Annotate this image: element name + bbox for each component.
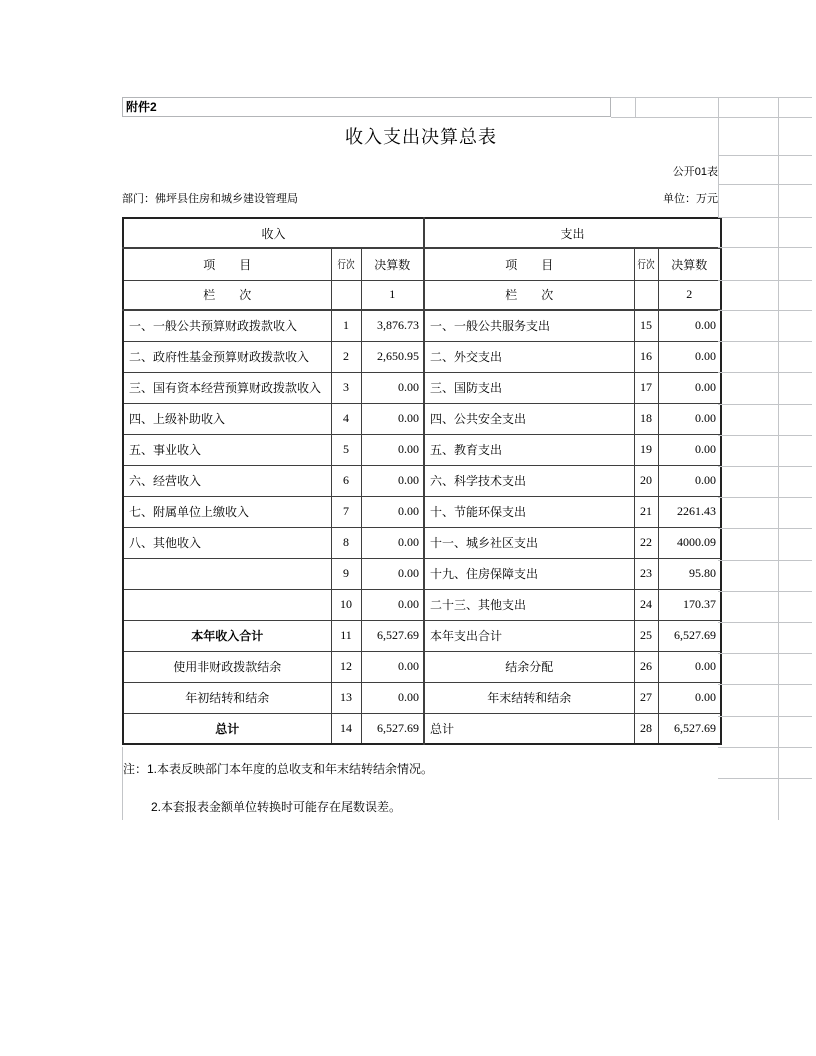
expense-item-cell: 四、公共安全支出 xyxy=(424,403,634,434)
income-line-cell: 7 xyxy=(331,496,361,527)
expense-item-cell: 五、教育支出 xyxy=(424,434,634,465)
line-no-label: 行次 xyxy=(637,259,655,272)
income-amount-cell: 0.00 xyxy=(361,527,424,558)
line-no-label: 行次 xyxy=(337,259,355,272)
income-amount-cell: 2,650.95 xyxy=(361,341,424,372)
gridline xyxy=(718,497,812,498)
expense-amount-cell: 2261.43 xyxy=(658,496,721,527)
income-amount-header: 决算数 xyxy=(361,248,424,280)
income-line-cell: 14 xyxy=(331,713,361,744)
gridline xyxy=(718,653,812,654)
income-item-cell: 二、政府性基金预算财政拨款收入 xyxy=(123,341,331,372)
income-amount-cell: 0.00 xyxy=(361,496,424,527)
column-header-row xyxy=(123,248,721,280)
gridline xyxy=(611,97,812,98)
expense-amount-cell: 0.00 xyxy=(658,372,721,403)
income-item-cell: 总计 xyxy=(123,713,331,744)
table-row xyxy=(123,465,721,496)
expense-line-cell: 23 xyxy=(634,558,658,589)
page-title: 收入支出决算总表 xyxy=(345,127,497,147)
income-amount-cell: 0.00 xyxy=(361,589,424,620)
table-row xyxy=(123,558,721,589)
income-item-cell: 三、国有资本经营预算财政拨款收入 xyxy=(123,372,331,403)
income-amount-cell: 6,527.69 xyxy=(361,713,424,744)
gridline xyxy=(122,747,123,820)
expense-amount-header: 决算数 xyxy=(658,248,721,280)
expense-item-cell: 十九、住房保障支出 xyxy=(424,558,634,589)
gridline xyxy=(718,622,812,623)
gridline xyxy=(718,404,812,405)
gridline xyxy=(718,155,812,156)
expense-item-cell: 本年支出合计 xyxy=(424,620,634,651)
income-amount-cell: 0.00 xyxy=(361,434,424,465)
income-amount-cell: 6,527.69 xyxy=(361,620,424,651)
income-item-cell: 六、经营收入 xyxy=(123,465,331,496)
gridline xyxy=(718,280,812,281)
expense-item-cell: 三、国防支出 xyxy=(424,372,634,403)
income-index-blank xyxy=(331,280,361,310)
expense-item-cell: 六、科学技术支出 xyxy=(424,465,634,496)
table-row xyxy=(123,434,721,465)
expense-index-blank xyxy=(634,280,658,310)
expense-amount-cell: 170.37 xyxy=(658,589,721,620)
income-section-header: 收入 xyxy=(123,218,424,248)
expense-item-cell: 年末结转和结余 xyxy=(424,682,634,713)
gridline xyxy=(718,466,812,467)
expense-line-cell: 24 xyxy=(634,589,658,620)
expense-line-cell: 25 xyxy=(634,620,658,651)
expense-col-index: 2 xyxy=(658,280,721,310)
expense-line-cell: 16 xyxy=(634,341,658,372)
income-item-cell: 八、其他收入 xyxy=(123,527,331,558)
table-row xyxy=(123,651,721,682)
expense-section-header: 支出 xyxy=(424,218,721,248)
expense-line-cell: 22 xyxy=(634,527,658,558)
income-line-header xyxy=(331,248,361,280)
income-item-cell: 一、一般公共预算财政拨款收入 xyxy=(123,310,331,341)
income-item-cell: 四、上级补助收入 xyxy=(123,403,331,434)
gridline xyxy=(718,747,812,748)
accounts-table xyxy=(122,217,722,745)
table-row xyxy=(123,372,721,403)
gridline xyxy=(718,435,812,436)
income-line-cell: 9 xyxy=(331,558,361,589)
expense-item-cell: 一、一般公共服务支出 xyxy=(424,310,634,341)
income-col-index: 1 xyxy=(361,280,424,310)
expense-item-cell: 二、外交支出 xyxy=(424,341,634,372)
income-item-cell: 七、附属单位上缴收入 xyxy=(123,496,331,527)
department-label: 部门：佛坪县住房和城乡建设管理局 xyxy=(122,193,298,205)
table-row xyxy=(123,682,721,713)
gridline xyxy=(718,310,812,311)
expense-amount-cell: 0.00 xyxy=(658,682,721,713)
income-item-cell: 年初结转和结余 xyxy=(123,682,331,713)
expense-line-cell: 21 xyxy=(634,496,658,527)
table-row xyxy=(123,310,721,341)
sheet-code-label: 公开01表 xyxy=(672,166,718,178)
gridline xyxy=(718,372,812,373)
expense-amount-cell: 95.80 xyxy=(658,558,721,589)
expense-amount-cell: 0.00 xyxy=(658,434,721,465)
income-item-cell: 五、事业收入 xyxy=(123,434,331,465)
gridline xyxy=(635,97,636,117)
expense-item-header: 项 目 xyxy=(424,248,634,280)
expense-item-cell: 十、节能环保支出 xyxy=(424,496,634,527)
expense-item-cell: 二十三、其他支出 xyxy=(424,589,634,620)
table-row xyxy=(123,589,721,620)
attachment-label-cell: 附件2 xyxy=(122,97,611,117)
income-item-cell: 使用非财政拨款结余 xyxy=(123,651,331,682)
section-header-row xyxy=(123,218,721,248)
note-line-2: 2.本套报表金额单位转换时可能存在尾数误差。 xyxy=(151,800,402,814)
gridline xyxy=(611,117,812,118)
income-line-cell: 8 xyxy=(331,527,361,558)
income-item-cell: 本年收入合计 xyxy=(123,620,331,651)
income-line-cell: 3 xyxy=(331,372,361,403)
expense-line-cell: 15 xyxy=(634,310,658,341)
expense-line-cell: 28 xyxy=(634,713,658,744)
expense-line-cell: 17 xyxy=(634,372,658,403)
income-amount-cell: 0.00 xyxy=(361,682,424,713)
income-item-header: 项 目 xyxy=(123,248,331,280)
table-row xyxy=(123,341,721,372)
income-amount-cell: 0.00 xyxy=(361,558,424,589)
income-amount-cell: 0.00 xyxy=(361,403,424,434)
gridline xyxy=(718,217,812,218)
expense-line-cell: 26 xyxy=(634,651,658,682)
income-line-cell: 4 xyxy=(331,403,361,434)
income-index-label: 栏 次 xyxy=(123,280,331,310)
income-item-cell xyxy=(123,558,331,589)
expense-amount-cell: 0.00 xyxy=(658,651,721,682)
income-line-cell: 10 xyxy=(331,589,361,620)
income-amount-cell: 0.00 xyxy=(361,372,424,403)
expense-item-cell: 总计 xyxy=(424,713,634,744)
income-line-cell: 2 xyxy=(331,341,361,372)
expense-amount-cell: 0.00 xyxy=(658,310,721,341)
gridline xyxy=(718,341,812,342)
gridline xyxy=(718,184,812,185)
expense-index-label: 栏 次 xyxy=(424,280,634,310)
gridline xyxy=(718,528,812,529)
income-amount-cell: 3,876.73 xyxy=(361,310,424,341)
expense-amount-cell: 0.00 xyxy=(658,341,721,372)
expense-line-cell: 20 xyxy=(634,465,658,496)
income-amount-cell: 0.00 xyxy=(361,465,424,496)
table-row xyxy=(123,527,721,558)
income-line-cell: 11 xyxy=(331,620,361,651)
income-line-cell: 6 xyxy=(331,465,361,496)
table-row xyxy=(123,496,721,527)
expense-amount-cell: 4000.09 xyxy=(658,527,721,558)
gridline xyxy=(718,778,812,779)
gridline xyxy=(778,97,779,820)
gridline xyxy=(718,684,812,685)
expense-amount-cell: 6,527.69 xyxy=(658,713,721,744)
income-amount-cell: 0.00 xyxy=(361,651,424,682)
table-row-grand-total xyxy=(123,713,721,744)
income-line-cell: 1 xyxy=(331,310,361,341)
expense-amount-cell: 0.00 xyxy=(658,465,721,496)
expense-line-cell: 18 xyxy=(634,403,658,434)
gridline xyxy=(718,97,719,217)
expense-amount-cell: 6,527.69 xyxy=(658,620,721,651)
gridline xyxy=(718,560,812,561)
expense-line-header xyxy=(634,248,658,280)
expense-amount-cell: 0.00 xyxy=(658,403,721,434)
expense-line-cell: 27 xyxy=(634,682,658,713)
gridline xyxy=(718,247,812,248)
table-row xyxy=(123,403,721,434)
unit-label: 单位：万元 xyxy=(663,193,718,205)
expense-item-cell: 结余分配 xyxy=(424,651,634,682)
gridline xyxy=(718,716,812,717)
note-line-1: 注：1.本表反映部门本年度的总收支和年末结转结余情况。 xyxy=(123,762,434,776)
income-line-cell: 13 xyxy=(331,682,361,713)
gridline xyxy=(718,591,812,592)
income-line-cell: 5 xyxy=(331,434,361,465)
table-row-total-income-year xyxy=(123,620,721,651)
column-index-row xyxy=(123,280,721,310)
income-item-cell xyxy=(123,589,331,620)
income-line-cell: 12 xyxy=(331,651,361,682)
expense-item-cell: 十一、城乡社区支出 xyxy=(424,527,634,558)
expense-line-cell: 19 xyxy=(634,434,658,465)
